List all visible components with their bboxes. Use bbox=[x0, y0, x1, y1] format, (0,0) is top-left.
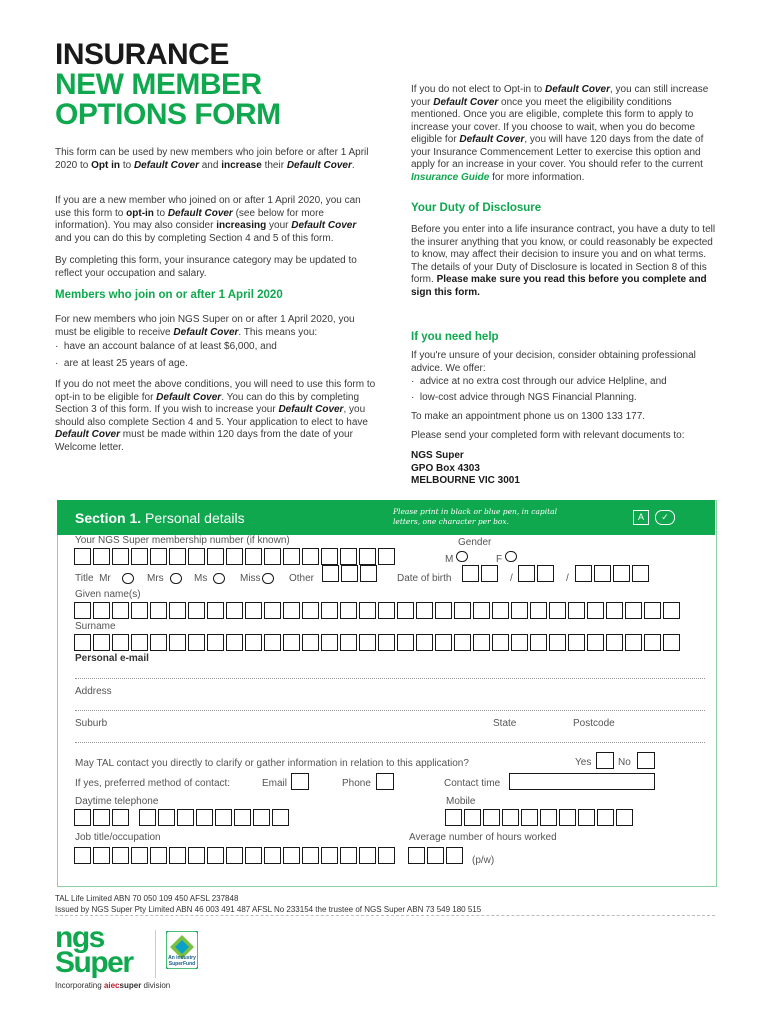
opt-in-paragraph: If you do not elect to Opt-in to Default Cover, you can still increase your Default Cover once you meet the eligibility conditions mentioned. Once you are eligible, complete this form to apply to increase your cover. If you choose to wait, when you do become eligible for Default Cover, you will have 120 days from the date of your Insurance Commencement Letter to exercise this option and apply for an increase in your cover. You should refer to the current Insurance Guide for more information. bbox=[411, 84, 709, 183]
membership-number-boxes[interactable] bbox=[74, 548, 395, 565]
help-heading: If you need help bbox=[411, 331, 499, 343]
dob-slash-1: / bbox=[510, 573, 513, 584]
dob-day-boxes[interactable] bbox=[462, 565, 498, 582]
gender-male-radio[interactable] bbox=[456, 551, 468, 562]
section-1-header: Section 1. Personal details bbox=[57, 500, 389, 535]
hours-worked-boxes[interactable] bbox=[408, 847, 463, 864]
logo-divider bbox=[155, 930, 156, 978]
dob-year-boxes[interactable] bbox=[575, 565, 649, 582]
industry-super-fund-badge bbox=[166, 931, 198, 969]
footer-tal: TAL Life Limited ABN 70 050 109 450 AFSL 237848 bbox=[55, 894, 239, 903]
help-bullet-2: · low-cost advice through NGS Financial Planning. bbox=[411, 392, 637, 403]
suburb-label: Suburb bbox=[75, 718, 108, 729]
members-heading: Members who join on or after 1 April 2020 bbox=[55, 289, 283, 301]
phone-text: To make an appointment phone us on 1300 133 177. bbox=[411, 411, 646, 422]
hours-worked-label: Average number of hours worked bbox=[409, 832, 557, 843]
mobile-boxes[interactable] bbox=[445, 809, 633, 826]
send-text: Please send your completed form with relevant documents to: bbox=[411, 430, 685, 441]
super-logo-text: Super bbox=[55, 946, 133, 979]
contact-email-label: Email bbox=[262, 778, 288, 789]
footer-divider bbox=[55, 915, 715, 916]
example-letter-box: A bbox=[633, 510, 649, 525]
email-input[interactable] bbox=[75, 678, 705, 679]
address-input[interactable] bbox=[75, 710, 705, 711]
mobile-label: Mobile bbox=[446, 796, 476, 807]
tal-yes-label: Yes bbox=[575, 757, 592, 768]
tal-no-checkbox[interactable] bbox=[637, 752, 655, 769]
section-1-note: Please print in black or blue pen, in capital letters, one character per box. A ✓ bbox=[389, 500, 715, 535]
help-paragraph: If you're unsure of your decision, consider obtaining professional advice. We offer: bbox=[411, 350, 696, 374]
title-miss-radio[interactable] bbox=[262, 573, 274, 584]
incorporating-line: Incorporating aiecsuper division bbox=[55, 981, 171, 990]
postal-address: NGS Super GPO Box 4303 MELBOURNE VIC 3001 bbox=[411, 450, 520, 486]
intro-paragraph-1: This form can be used by new members who join before or after 1 April 2020 to Opt in to Default Cover and increase their Default Cover. bbox=[55, 147, 369, 171]
title-line-1: INSURANCE bbox=[55, 38, 229, 71]
membership-label: Your NGS Super membership number (if known) bbox=[75, 535, 290, 546]
surname-boxes[interactable] bbox=[74, 634, 680, 651]
contact-email-checkbox[interactable] bbox=[291, 773, 309, 790]
insurance-guide-link[interactable]: Insurance Guide bbox=[411, 171, 490, 183]
job-title-label: Job title/occupation bbox=[75, 832, 161, 843]
gender-female: F bbox=[496, 551, 517, 565]
example-tick-icon: ✓ bbox=[655, 510, 675, 525]
ngs-logo-text: ngs bbox=[55, 921, 104, 954]
members-bullet-2: · are at least 25 years of age. bbox=[55, 358, 188, 369]
duty-of-disclosure-heading: Your Duty of Disclosure bbox=[411, 202, 542, 214]
title-label: Title Mr bbox=[75, 573, 111, 584]
members-paragraph: For new members who join NGS Super on or after 1 April 2020, you must be eligible to receive Default Cover. This means you: bbox=[55, 314, 355, 338]
gender-male: M bbox=[445, 551, 468, 565]
help-bullet-1: · advice at no extra cost through our advice Helpline, and bbox=[411, 376, 667, 387]
tal-no-label: No bbox=[618, 757, 631, 768]
title-other: Other bbox=[289, 573, 315, 584]
industry-fund-badge-text: An industry SuperFund bbox=[168, 955, 196, 967]
title-miss: Miss bbox=[240, 573, 261, 584]
duty-of-disclosure-paragraph: Before you enter into a life insurance contract, you have a duty to tell the insurer anything that you know, or could reasonably be expected to know, may affect their decision to insure you and on what terms. The details of your Duty of Disclosure is located in Section 8 of this form. Please make sure you read this before you complete and sign this form. bbox=[411, 224, 716, 298]
title-other-boxes[interactable] bbox=[322, 565, 377, 582]
contact-phone-checkbox[interactable] bbox=[376, 773, 394, 790]
state-label: State bbox=[493, 718, 517, 729]
preferred-contact-label: If yes, preferred method of contact: bbox=[75, 778, 231, 789]
contact-time-input[interactable] bbox=[509, 773, 655, 790]
given-names-boxes[interactable] bbox=[74, 602, 680, 619]
dob-month-boxes[interactable] bbox=[518, 565, 554, 582]
conditions-paragraph: If you do not meet the above conditions, you will need to use this form to opt-in to be eligible for Default Cover. You can do this by completing Section 3 of this form. If you wish to increase your Default Cover, you should also complete Section 4 and 5. Your application to elect to have Default Cover must be made within 120 days from the date of your Welcome letter. bbox=[55, 379, 376, 453]
title-ms-radio[interactable] bbox=[213, 573, 225, 584]
suburb-state-postcode-input[interactable] bbox=[75, 742, 705, 743]
title-ms: Ms bbox=[194, 573, 208, 584]
daytime-telephone-label: Daytime telephone bbox=[75, 796, 159, 807]
title-mrs-radio[interactable] bbox=[170, 573, 182, 584]
title-mrs: Mrs bbox=[147, 573, 164, 584]
job-title-boxes[interactable] bbox=[74, 847, 395, 864]
contact-phone-label: Phone bbox=[342, 778, 371, 789]
title-line-2: NEW MEMBER bbox=[55, 68, 262, 101]
tal-contact-question: May TAL contact you directly to clarify or gather information in relation to this application? bbox=[75, 758, 469, 769]
footer-issuer: Issued by NGS Super Pty Limited ABN 46 003 491 487 AFSL No 233154 the trustee of NGS Super ABN 73 549 180 515 bbox=[55, 905, 482, 914]
intro-paragraph-2: If you are a new member who joined on or after 1 April 2020, you can use this form to opt-in to Default Cover (see below for more information). You may also consider increasing your Default Cover and you can do this by completing Section 4 and 5 of this form. bbox=[55, 195, 361, 244]
tal-yes-checkbox[interactable] bbox=[596, 752, 614, 769]
intro-paragraph-3: By completing this form, your insurance category may be updated to reflect your occupation and salary. bbox=[55, 255, 357, 279]
per-week-label: (p/w) bbox=[472, 855, 495, 866]
gender-label: Gender bbox=[458, 537, 492, 548]
title-mr-radio[interactable] bbox=[122, 573, 134, 584]
dob-label: Date of birth bbox=[397, 573, 452, 584]
daytime-telephone-boxes[interactable] bbox=[74, 809, 289, 826]
members-bullet-1: · have an account balance of at least $6,000, and bbox=[55, 341, 277, 352]
email-label: Personal e-mail bbox=[75, 653, 149, 664]
dob-slash-2: / bbox=[566, 573, 569, 584]
given-names-label: Given name(s) bbox=[75, 589, 141, 600]
contact-time-label: Contact time bbox=[444, 778, 501, 789]
postcode-label: Postcode bbox=[573, 718, 615, 729]
form-title bbox=[55, 40, 281, 130]
gender-female-radio[interactable] bbox=[505, 551, 517, 562]
surname-label: Surname bbox=[75, 621, 116, 632]
address-label: Address bbox=[75, 686, 112, 697]
title-line-3: OPTIONS FORM bbox=[55, 98, 281, 131]
